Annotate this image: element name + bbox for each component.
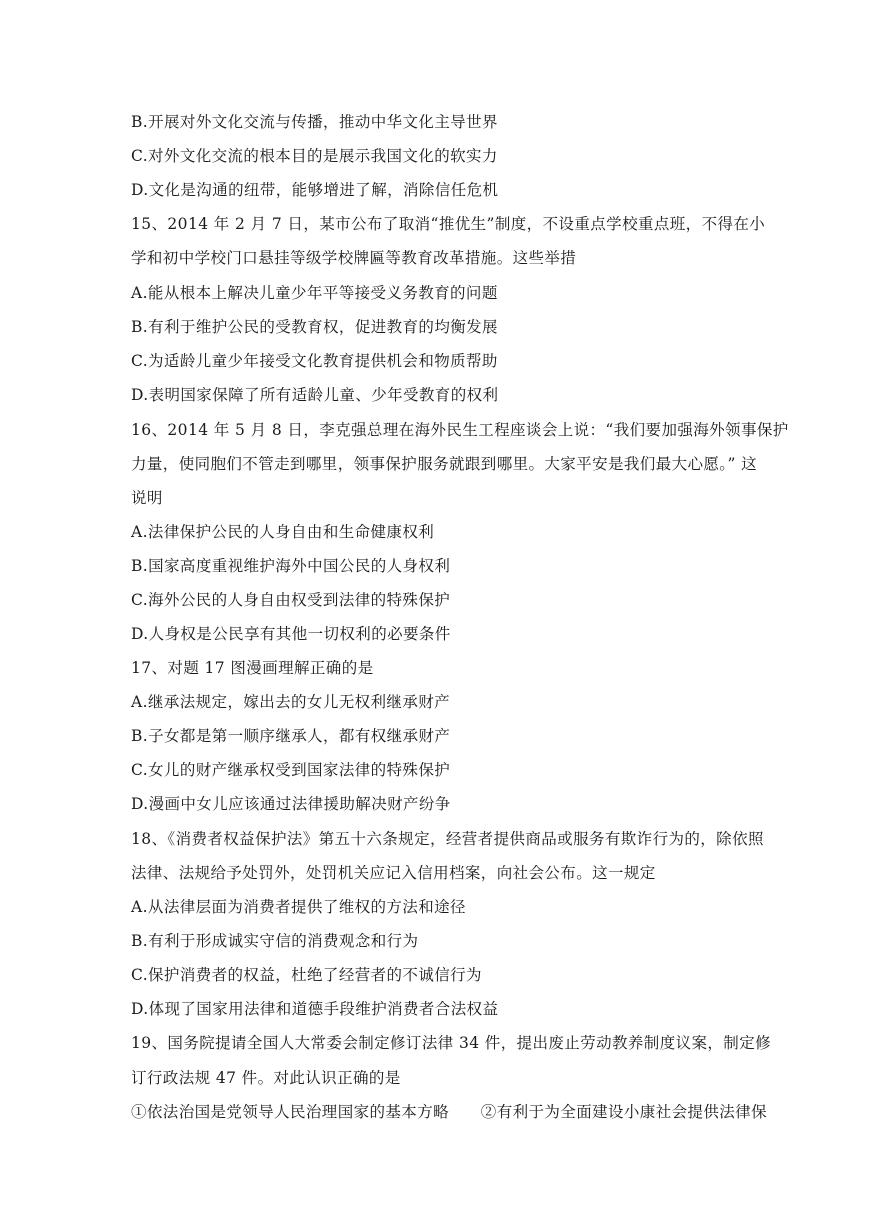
- q16-option-a: A.法律保护公民的人身自由和生命健康权利: [131, 523, 435, 541]
- q18-stem-line-1: 18、《消费者权益保护法》第五十六条规定，经营者提供商品或服务有欺诈行为的，除依照: [131, 830, 764, 848]
- q16-stem-line-2: 力量，使同胞们不管走到哪里，领事保护服务就跟到哪里。大家平安是我们最大心愿。” 这: [131, 455, 758, 473]
- q18-option-d: D.体现了国家用法律和道德手段维护消费者合法权益: [131, 1000, 499, 1018]
- q15-option-c: C.为适龄儿童少年接受文化教育提供机会和物质帮助: [131, 352, 498, 370]
- q19-statements: ①依法治国是党领导人民治理国家的基本方略 ②有利于为全面建设小康社会提供法律保: [131, 1103, 768, 1121]
- q18-option-c: C.保护消费者的权益，杜绝了经营者的不诚信行为: [131, 966, 482, 984]
- q18-stem-line-2: 法律、法规给予处罚外，处罚机关应记入信用档案，向社会公布。这一规定: [131, 864, 656, 882]
- q16-stem-line-1: 16、2014 年 5 月 8 日，李克强总理在海外民生工程座谈会上说：“我们要加强海外领事保护: [131, 421, 789, 439]
- q16-stem-line-3: 说明: [131, 489, 163, 507]
- q15-stem-line-2: 学和初中学校门口悬挂等级学校牌匾等教育改革措施。这些举措: [131, 249, 577, 267]
- q19-stem-line-1: 19、国务院提请全国人大常委会制定修订法律 34 件，提出废止劳动教养制度议案，制定修: [131, 1034, 772, 1052]
- q17-option-a: A.继承法规定，嫁出去的女儿无权利继承财产: [131, 693, 451, 711]
- q15-option-a: A.能从根本上解决儿童少年平等接受义务教育的问题: [131, 284, 498, 302]
- q19-stem-line-2: 订行政法规 47 件。对此认识正确的是: [131, 1069, 401, 1087]
- q14-option-b: B.开展对外文化交流与传播，推动中华文化主导世界: [131, 113, 498, 131]
- q16-option-c: C.海外公民的人身自由权受到法律的特殊保护: [131, 591, 451, 609]
- q17-option-d: D.漫画中女儿应该通过法律援助解决财产纷争: [131, 795, 451, 813]
- q16-option-d: D.人身权是公民享有其他一切权利的必要条件: [131, 625, 451, 643]
- q17-option-c: C.女儿的财产继承权受到国家法律的特殊保护: [131, 761, 451, 779]
- q15-stem-line-1: 15、2014 年 2 月 7 日，某市公布了取消“推优生”制度，不设重点学校重点班，不得在小: [131, 215, 766, 233]
- q17-stem: 17、对题 17 图漫画理解正确的是: [131, 659, 374, 677]
- q15-option-b: B.有利于维护公民的受教育权，促进教育的均衡发展: [131, 318, 498, 336]
- q14-option-d: D.文化是沟通的纽带，能够增进了解，消除信任危机: [131, 181, 499, 199]
- q18-option-a: A.从法律层面为消费者提供了维权的方法和途径: [131, 898, 466, 916]
- q17-option-b: B.子女都是第一顺序继承人，都有权继承财产: [131, 727, 451, 745]
- q14-option-c: C.对外文化交流的根本目的是展示我国文化的软实力: [131, 147, 498, 165]
- q18-option-b: B.有利于形成诚实守信的消费观念和行为: [131, 932, 419, 950]
- q16-option-b: B.国家高度重视维护海外中国公民的人身权利: [131, 557, 451, 575]
- q15-option-d: D.表明国家保障了所有适龄儿童、少年受教育的权利: [131, 386, 499, 404]
